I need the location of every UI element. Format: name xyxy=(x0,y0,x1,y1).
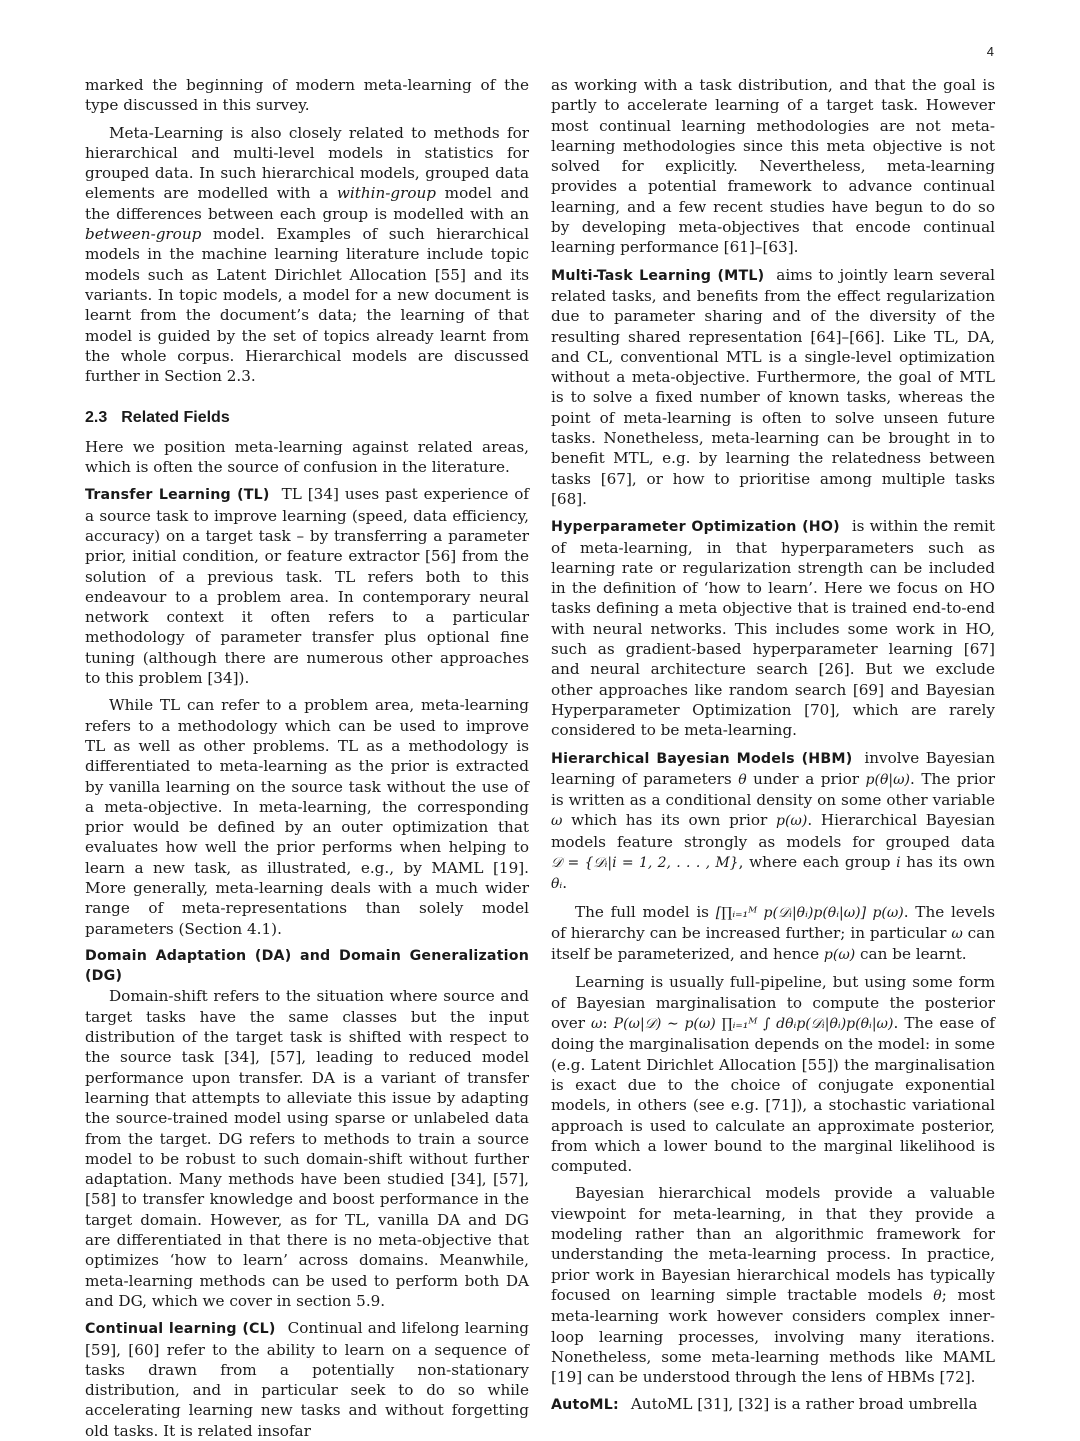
paragraph-heading: Hierarchical Bayesian Models (HBM) xyxy=(551,750,853,767)
equation: P(ω|𝒟) ∼ p(ω) ∏ᵢ₌₁ᴹ ∫ dθᵢp(𝒟ᵢ|θᵢ)p(θᵢ|ω) xyxy=(613,1016,894,1033)
paragraph-transfer-learning: Transfer Learning (TL) TL [34] uses past experience of a source task to improve learning (speed, data efficiency, accuracy) on a target task – by transferring a parameter prior, initial condition, or feature extractor [56] from the solution of a previous task. TL refers both to this endeavour to a problem area. In contemporary neural network context it often refers to a particular methodology of parameter transfer plus optional fine tuning (although there are numerous other approaches to this problem [34]). xyxy=(85,485,529,688)
paragraph-hierarchical-bayesian-models: Hierarchical Bayesian Models (HBM) involve Bayesian learning of parameters θ under a prior p(θ|ω). The prior is written as a conditional density on some other variable ω which has its own prior p(ω). Hierarchical Bayesian models feature strongly as models for grouped data 𝒟 = {𝒟ᵢ|i = 1, 2, . . . , M}, where each group i has its own θᵢ. xyxy=(551,748,996,893)
math: p(ω) xyxy=(776,813,808,830)
math: p(θ|ω) xyxy=(865,771,910,788)
equation: [∏ᵢ₌₁ᴹ p(𝒟ᵢ|θᵢ)p(θᵢ|ω)] p(ω) xyxy=(715,904,904,921)
paragraph-heading: Continual learning (CL) xyxy=(85,1321,276,1338)
paragraph-heading: Domain Adaptation (DA) and Domain Generalization (DG) xyxy=(85,947,529,985)
right-column xyxy=(551,75,995,1416)
paragraph-heading: Transfer Learning (TL) xyxy=(85,487,270,504)
paragraph: marked the beginning of modern meta-learning of the type discussed in this survey. xyxy=(85,76,529,115)
page-number: 4 xyxy=(986,44,994,59)
emphasis: within-group xyxy=(336,184,437,203)
paragraph: While TL can refer to a problem area, meta-learning refers to a methodology which can be used to improve TL as well as other problems. TL as a methodology is differentiated to meta-learning as the prior is extracted by vanilla learning on the source task without the use of a meta-objective. In meta-learning, the corresponding prior would be defined by an outer optimization that evaluates how well the prior performs when helping to learn a new task, as illustrated, e.g., by MAML [19]. More generally, meta-learning deals with a much wider range of meta-representations than solely model parameters (Section 4.1). xyxy=(85,696,529,938)
paragraph-heading: Multi-Task Learning (MTL) xyxy=(551,267,765,284)
math: θ xyxy=(933,1287,942,1304)
paragraph: Here we position meta-learning against related areas, which is often the source of confusion in the literature. xyxy=(85,437,529,477)
math: p(ω) xyxy=(823,947,856,964)
section-number: 2.3 xyxy=(85,409,108,427)
paragraph-continual-learning: Continual learning (CL) Continual and lifelong learning [59], [60] refer to the ability to learn on a sequence of tasks drawn from a potentially non-stationary distribution, and in particular seek to do so while accelerating learning new tasks and without forgetting old tasks. It is related insofar xyxy=(85,1319,530,1440)
paragraph-multi-task-learning: Multi-Task Learning (MTL) aims to jointly learn several related tasks, and benefits from the effect regularization due to parameter sharing and of the diversity of the resulting shared representation [64]–[66]. Like TL, DA, and CL, conventional MTL is a single-level optimization without a meta-objective. Furthermore, the goal of MTL is to solve a fixed number of known tasks, whereas the point of meta-learning is often to solve unseen future tasks. Nonetheless, meta-learning can be brought in to benefit MTL, e.g. by learning the relatedness between tasks [67], or how to prioritise among multiple tasks [68]. xyxy=(551,265,995,508)
math: 𝒟 = {𝒟ᵢ|i = 1, 2, . . . , M} xyxy=(551,854,739,871)
emphasis: between-group xyxy=(85,225,202,244)
paragraph-heading: AutoML: xyxy=(551,1397,619,1414)
math: ω xyxy=(551,813,563,830)
paragraph: Bayesian hierarchical models provide a valuable viewpoint for meta-learning, in that they provide a modeling rather than an algorithmic framework for understanding the meta-learning process. In practice, prior work in Bayesian hierarchical models has typically focused on learning simple tractable models θ; most meta-learning work however considers complex inner-loop learning processes, involving many iterations. Nonetheless, some meta-learning methods like MAML [19] can be understood through the lens of HBMs [72]. xyxy=(551,1184,995,1387)
paragraph: Meta-Learning is also closely related to methods for hierarchical and multi-level models in statistics for grouped data. In such hierarchical models, grouped data elements are modelled with a within-group model and the differences between each group is modelled with an between-group model. Examples of such hierarchical models in the machine learning literature include topic models such as Latent Dirichlet Allocation [55] and its variants. In topic models, a model for a new document is learnt from the document’s data; the learning of that model is guided by the set of topics already learnt from the whole corpus. Hierarchical models are discussed further in Section 2.3. xyxy=(85,123,529,386)
math: θᵢ xyxy=(551,876,563,893)
math: i xyxy=(896,854,901,871)
paragraph: as working with a task distribution, and that the goal is partly to accelerate learning of a target task. However most continual learning methodologies are not meta-learning methodologies since this meta objective is not solved for explicitly. Nevertheless, meta-learning provides a potential framework to advance continual learning, and a few recent studies have begun to do so by developing meta-objectives that encode continual learning performance [61]–[63]. xyxy=(551,76,995,257)
paragraph-hyperparameter-optimization: Hyperparameter Optimization (HO) is within the remit of meta-learning, in that hyperparameters such as learning rate or regularization strength can be included in the definition of ‘how to learn’. Here we focus on HO tasks defining a meta objective that is trained end-to-end with neural networks. This includes some work in HO, such as gradient-based hyperparameter learning [67] and neural architecture search [26]. But we exclude other approaches like random search [69] and Bayesian Hyperparameter Optimization [70], which are rarely considered to be meta-learning. xyxy=(551,517,995,740)
math: ω xyxy=(591,1016,603,1033)
paragraph: Learning is usually full-pipeline, but using some form of Bayesian marginalisation to compute the posterior over ω: P(ω|𝒟) ∼ p(ω) ∏ᵢ₌₁ᴹ ∫ dθᵢp(𝒟ᵢ|θᵢ)p(θᵢ|ω). The ease of doing the marginalisation depends on the model: in some (e.g. Latent Dirichlet Allocation [55]) the marginalisation is exact due to the choice of conjugate exponential models, in others (see e.g. [71]), a stochastic variational approach is used to calculate an approximate posterior, from which a lower bound to the marginal likelihood is computed. xyxy=(551,973,995,1176)
paragraph-heading: Hyperparameter Optimization (HO) xyxy=(551,519,840,536)
section-heading xyxy=(85,408,529,428)
left-column xyxy=(85,75,529,1441)
math: ω xyxy=(951,925,963,942)
math: θ xyxy=(738,771,747,788)
paragraph-automl: AutoML: AutoML [31], [32] is a rather broad umbrella xyxy=(551,1395,978,1414)
paragraph: The full model is [∏ᵢ₌₁ᴹ p(𝒟ᵢ|θᵢ)p(θᵢ|ω)] p(ω). The levels of hierarchy can be increased further; in particular ω can itself be parameterized, and hence p(ω) can be learnt. xyxy=(551,902,996,964)
section-title: Related Fields xyxy=(121,409,230,427)
paragraph-domain-adaptation: Domain Adaptation (DA) and Domain Generalization (DG) Domain-shift refers to the situation where source and target tasks have the same classes but the input distribution of the target task is shifted with respect to the source task [34], [57], leading to reduced model performance upon transfer. DA is a variant of transfer learning that attempts to alleviate this issue by adapting the source-trained model using sparse or unlabeled data from the target. DG refers to methods to train a source model to be robust to such domain-shift without further adaptation. Many methods have been studied [34], [57], [58] to transfer knowledge and boost performance in the target domain. However, as for TL, vanilla DA and DG are differentiated in that there is no meta-objective that optimizes ‘how to learn’ across domains. Meanwhile, meta-learning methods can be used to perform both DA and DG, which we cover in section 5.9. xyxy=(85,947,529,1310)
